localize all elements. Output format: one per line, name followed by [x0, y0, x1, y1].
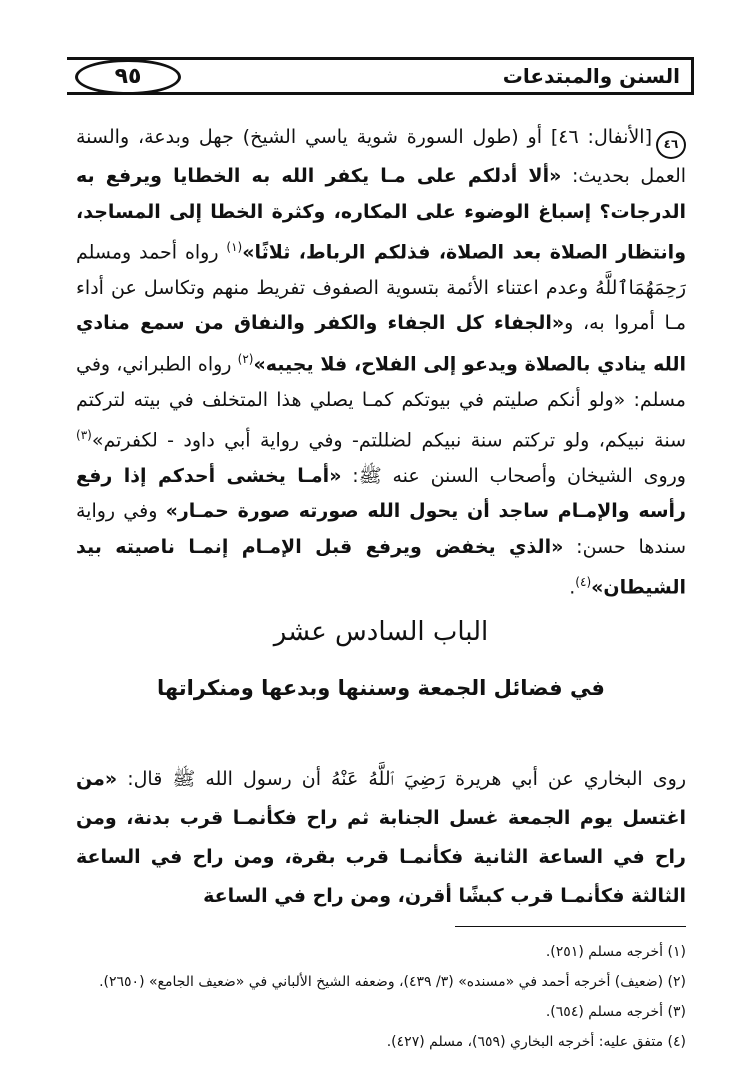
- header-rule-bottom: [67, 92, 694, 95]
- footnote: (٣) أخرجه مسلم (٦٥٤).: [545, 1004, 686, 1020]
- passage-text: رواه الطبراني، وفي مسلم: «ولو أنكم صليتم في بيوتكم كمـا يصلي هذا المتخلف في بيته لتركتم سنة نبيكم، ولو تركتم سنة نبيكم لضللتم- وفي رواية أبي داود - لكفرتم»: [76, 353, 686, 452]
- passage-intro: [الأنفال: ٤٦] أو (طول السورة شوية ياسي الشيخ) جهل وبدعة، والسنة العمل بحديث:: [76, 126, 687, 187]
- footnote-ref: (٤): [575, 575, 592, 590]
- book-title: السنن والمبتدعات: [502, 64, 680, 88]
- passage-text: وروى الشيخان وأصحاب السنن عنه ﷺ:: [341, 464, 686, 487]
- passage-end: .: [569, 576, 576, 599]
- ayah-number-marker: ٤٦: [656, 131, 686, 159]
- top-paragraph: [76, 120, 686, 606]
- footnote-divider: [455, 926, 686, 927]
- header-rule-right: [691, 57, 694, 95]
- passage-text: وفي رواية سندها حسن:: [76, 500, 686, 558]
- footnotes: [76, 937, 686, 1057]
- chapter-title: الباب السادس عشر: [273, 617, 489, 647]
- hadith-text: «الجفاء كل الجفاء والكفر والنفاق من سمع منادي الله ينادي بالصلاة ويدعو إلى الفلاح، فلا يجيبه»: [76, 312, 687, 376]
- section-passage: [76, 760, 686, 916]
- hadith-text: «ألا أدلكم على مـا يكفر الله به الخطايا ويرفع به الدرجات؟ إسباغ الوضوء على المكاره، وكثرة الخطا إلى المساجد، وانتظار الصلاة بعد الصلاة، فذلكم الرباط، ثلاثًا»: [76, 165, 686, 264]
- hadith-text: «أمـا يخشى أحدكم إذا رفع رأسه والإمـام ساجد أن يحول الله صورته صورة حمـار»: [76, 464, 686, 523]
- footnote: (٤) متفق عليه: أخرجه البخاري (٦٥٩)، مسلم (٤٢٧).: [386, 1034, 686, 1050]
- footnote: (١) أخرجه مسلم (٢٥١).: [545, 944, 686, 960]
- top-passage: [76, 120, 686, 606]
- chapter-subtitle: في فضائل الجمعة وسننها وبدعها ومنكراتها: [157, 676, 605, 700]
- section-paragraph: [76, 760, 686, 916]
- hadith-text: «الذي يخفض ويرفع قبل الإمـام إنمـا ناصيته بيد الشيطان»: [76, 535, 686, 599]
- footnote-ref: (١): [226, 240, 243, 254]
- page-number: ٩٥: [75, 59, 181, 95]
- footnote: (٢) (ضعيف) أخرجه أحمد في «مسنده» (٣/ ٤٣٩)، وضعفه الشيخ الألباني في «ضعيف الجامع» (٢٦٥٠).: [99, 974, 686, 990]
- footnote-ref: (٢): [237, 351, 254, 366]
- running-header: [67, 57, 694, 95]
- passage-text: روى البخاري عن أبي هريرة رَضِيَ ٱللَّهُ عَنْهُ أن رسول الله ﷺ قال:: [117, 768, 686, 790]
- footnote-ref: (٣): [76, 428, 92, 443]
- hadith-text: «من اغتسل يوم الجمعة غسل الجنابة ثم راح فكأنمـا قرب بدنة، ومن راح في الساعة الثانية فكأنمـا قرب بقرة، ومن راح في الساعة الثالثة فكأنمـا قرب كبشًا أقرن، ومن راح في الساعة: [76, 768, 686, 907]
- header-rule-top: [67, 57, 694, 60]
- passage-text: رواه أحمد ومسلم رَحِمَهُمَاٱللَّهُ وعدم اعتناء الأئمة بتسوية الصفوف تفريط منهم وتكاسل عن أداء مـا أمروا به، و: [76, 241, 686, 335]
